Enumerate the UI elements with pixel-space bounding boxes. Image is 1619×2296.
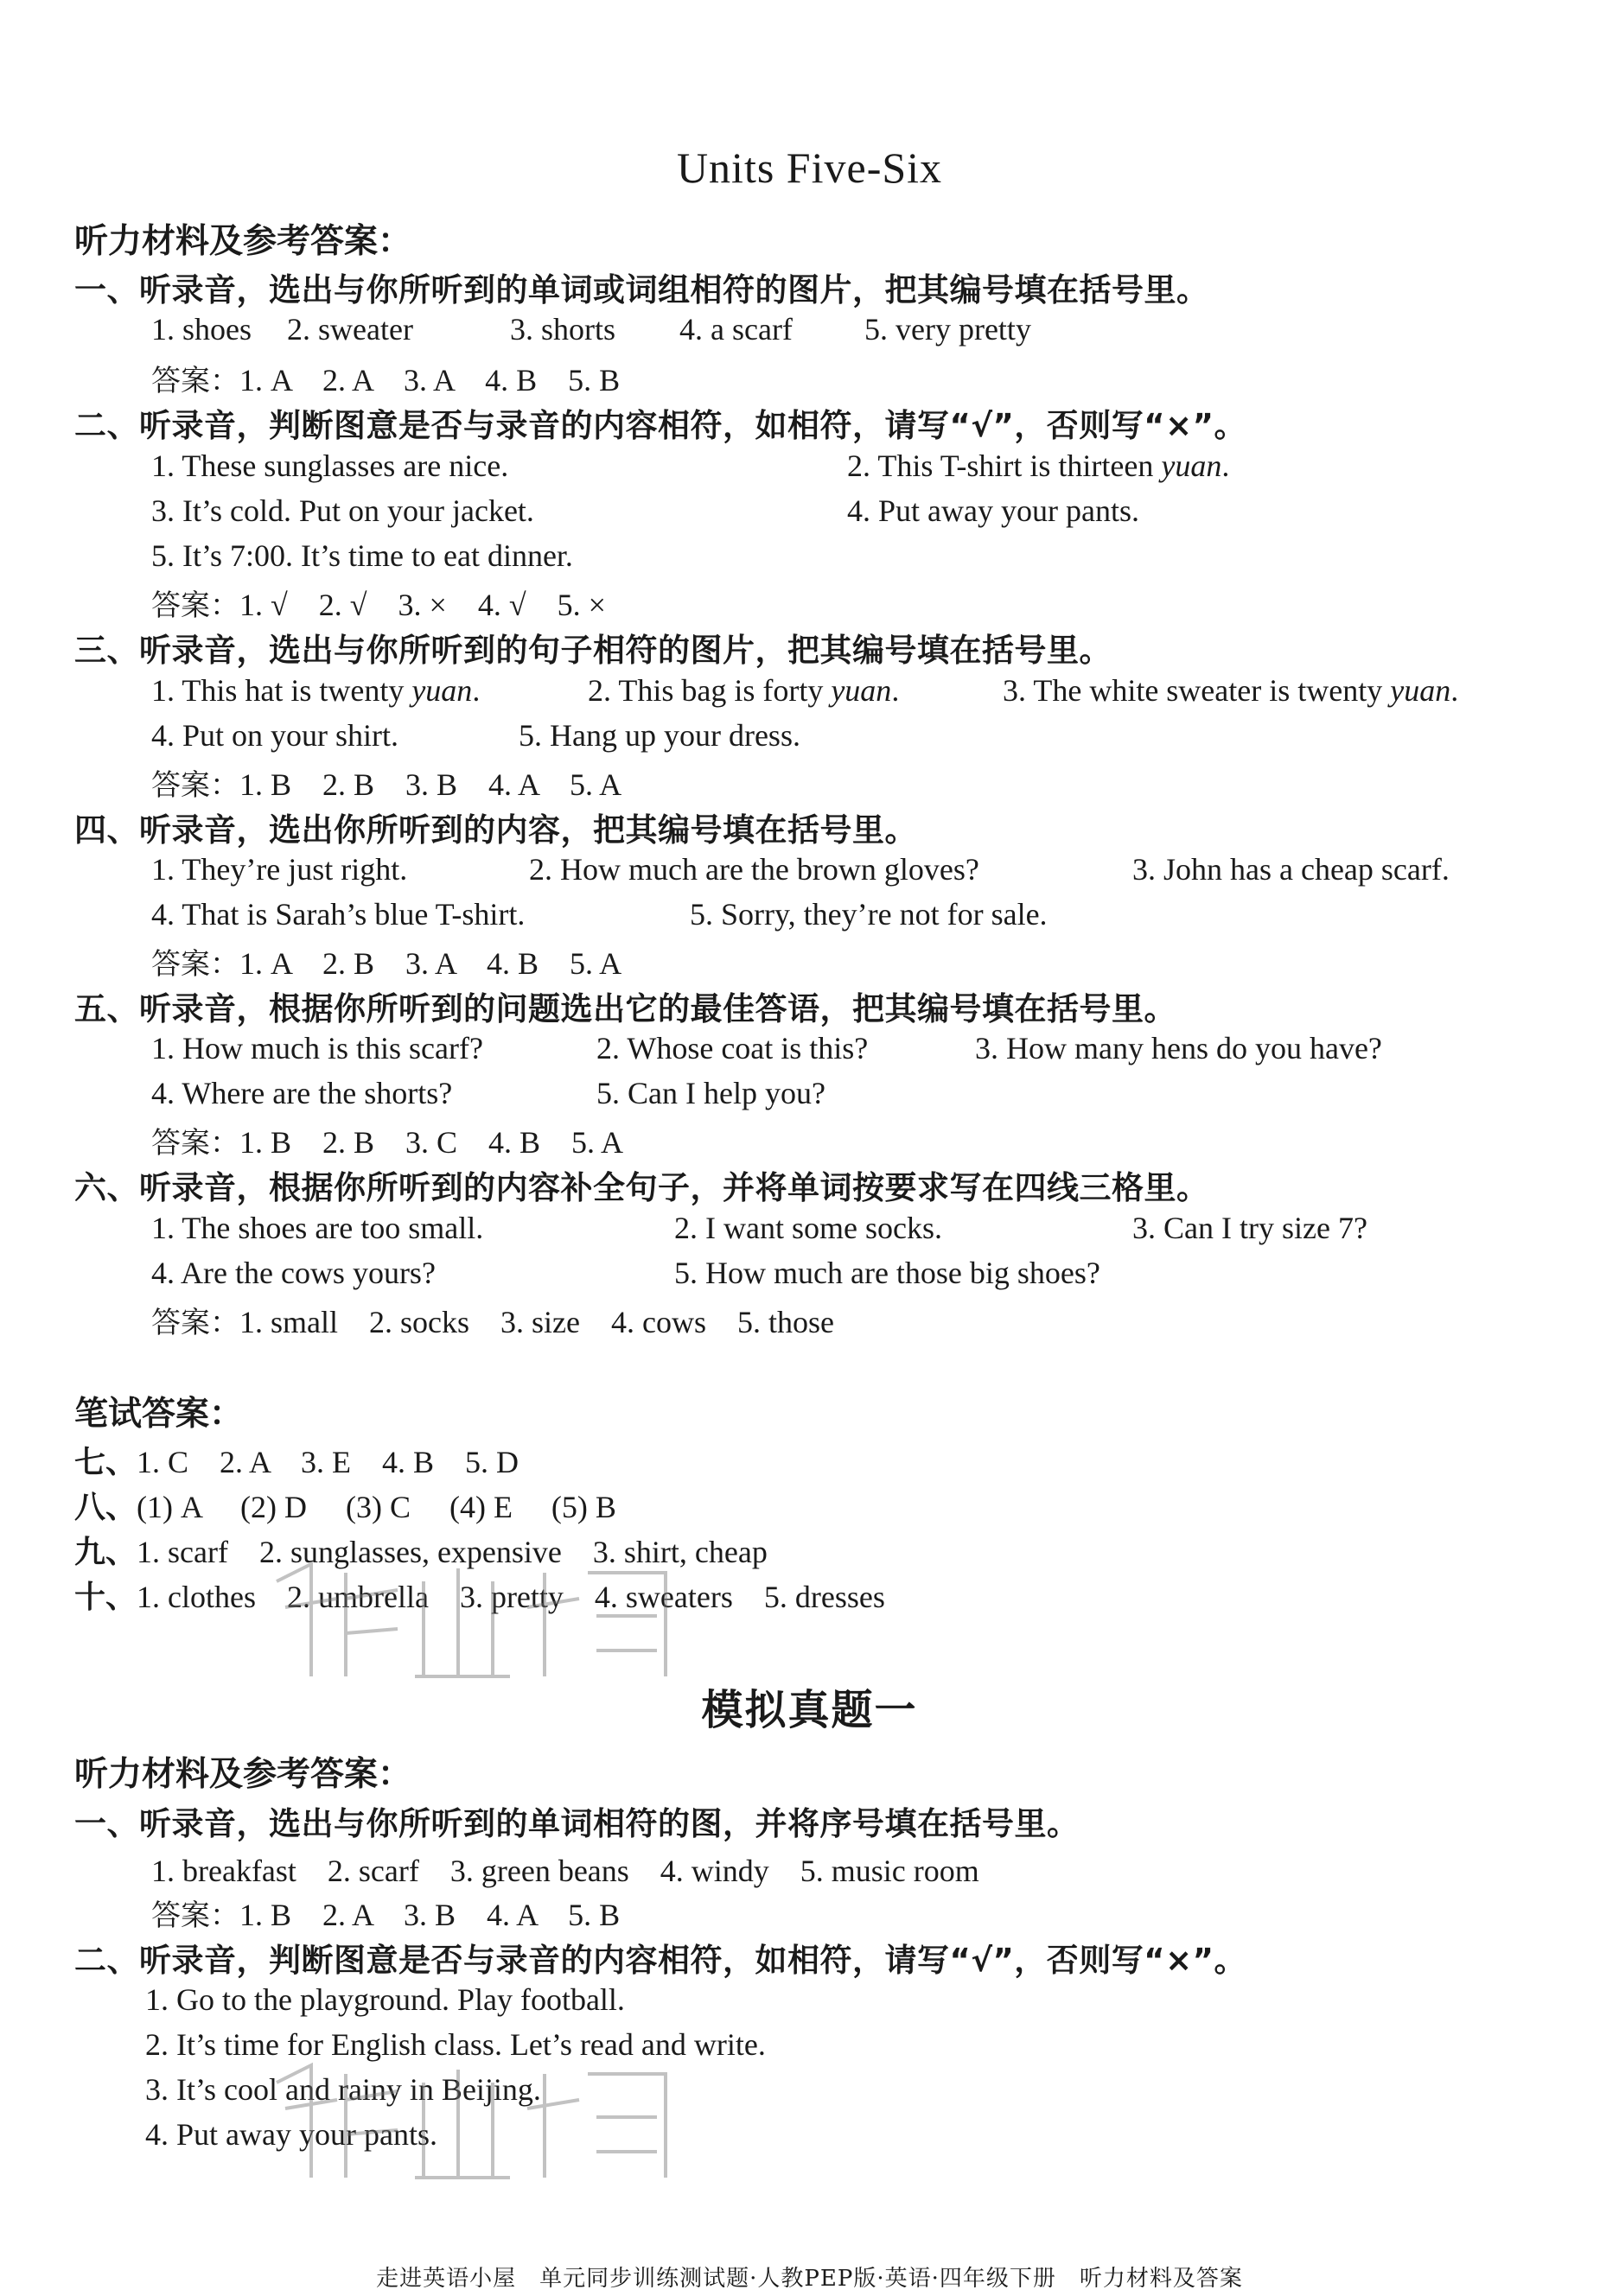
answer-label: 答案： — [151, 1898, 239, 1933]
q3-instruction: 三、听录音，选出与你所听到的句子相符的图片，把其编号填在括号里。 — [74, 632, 1112, 669]
q5-sentence: 5. Can I help you? — [596, 1076, 825, 1110]
q1-item: 3. shorts — [510, 312, 616, 347]
q6-sentence: 5. How much are those big shoes? — [674, 1256, 1100, 1290]
q2-instruction: 二、听录音，判断图意是否与录音的内容相符，如相符，请写“√”，否则写“×”。 — [74, 407, 1246, 444]
written-row: 九、1. scarf 2. sunglasses, expensive 3. shirt, cheap — [74, 1535, 768, 1570]
q4-sentence: 4. That is Sarah’s blue T-shirt. — [151, 897, 526, 932]
q4-sentence: 3. John has a cheap scarf. — [1132, 852, 1450, 887]
mock-title: 模拟真题一 — [701, 1686, 918, 1734]
q1-answer — [151, 356, 620, 400]
q6-instruction: 六、听录音，根据你所听到的内容补全句子，并将单词按要求写在四线三格里。 — [74, 1169, 1209, 1206]
q4-sentence: 2. How much are the brown gloves? — [529, 852, 979, 887]
answer-label: 答案： — [151, 364, 239, 398]
m2-sentence: 1. Go to the playground. Play football. — [145, 1982, 625, 2017]
q2-sentence: 2. This T-shirt is thirteen yuan. — [847, 448, 1230, 483]
q4-instruction: 四、听录音，选出你所听到的内容，把其编号填在括号里。 — [74, 811, 917, 849]
answer-values: 1. B 2. B 3. B 4. A 5. A — [239, 767, 622, 802]
m2-sentence: 4. Put away your pants. — [145, 2117, 437, 2152]
m2-sentence: 3. It’s cool and rainy in Beijing. — [145, 2072, 541, 2107]
q2-sentence: 5. It’s 7:00. It’s time to eat dinner. — [151, 538, 573, 573]
answer-values: 1. √ 2. √ 3. × 4. √ 5. × — [239, 588, 606, 622]
m2-instruction: 二、听录音，判断图意是否与录音的内容相符，如相符，请写“√”，否则写“×”。 — [74, 1942, 1246, 1979]
q2-sentence: 4. Put away your pants. — [847, 493, 1139, 528]
q1-instruction: 一、听录音，选出与你所听到的单词或词组相符的图片，把其编号填在括号里。 — [74, 271, 1209, 308]
q3-sentence: 4. Put on your shirt. — [151, 718, 399, 753]
q2-sentence: 1. These sunglasses are nice. — [151, 448, 509, 483]
listening-header: 听力材料及参考答案： — [74, 222, 412, 261]
page-footer: 走进英语小屋 单元同步训练测试题·人教PEP版·英语·四年级下册 听力材料及答案 — [376, 2266, 1243, 2292]
q3-sentence: 2. This bag is forty yuan. — [588, 673, 900, 708]
mock-listening-header: 听力材料及参考答案： — [74, 1755, 412, 1794]
watermark-mark — [259, 2048, 709, 2195]
written-header: 笔试答案： — [74, 1395, 244, 1434]
q5-sentence: 3. How many hens do you have? — [975, 1031, 1382, 1065]
m1-answer — [151, 1891, 620, 1935]
q6-sentence: 3. Can I try size 7? — [1132, 1211, 1367, 1245]
answer-label: 答案： — [151, 768, 239, 803]
q4-sentence: 1. They’re just right. — [151, 852, 408, 887]
q1-item: 5. very pretty — [864, 312, 1031, 347]
q6-answer — [151, 1298, 834, 1342]
q5-sentence: 1. How much is this scarf? — [151, 1031, 483, 1065]
answer-label: 答案： — [151, 1126, 239, 1161]
q3-answer — [151, 760, 621, 805]
q3-sentence: 1. This hat is twenty yuan. — [151, 673, 481, 708]
q5-instruction: 五、听录音，根据你所听到的问题选出它的最佳答语，把其编号填在括号里。 — [74, 990, 1176, 1027]
q5-answer — [151, 1118, 623, 1162]
written-row: 十、1. clothes 2. umbrella 3. pretty 4. sweaters 5. dresses — [74, 1580, 885, 1615]
q3-sentence: 3. The white sweater is twenty yuan. — [1003, 673, 1459, 708]
q6-sentence: 1. The shoes are too small. — [151, 1211, 484, 1245]
answer-label: 答案： — [151, 947, 239, 982]
q1-item: 4. a scarf — [679, 312, 793, 347]
answer-values: 1. B 2. A 3. B 4. A 5. B — [239, 1898, 621, 1932]
answer-label: 答案： — [151, 1306, 239, 1340]
written-row: 七、1. C 2. A 3. E 4. B 5. D — [74, 1445, 519, 1480]
watermark-mark — [259, 1547, 709, 1694]
q6-sentence: 4. Are the cows yours? — [151, 1256, 436, 1290]
q2-sentence: 3. It’s cold. Put on your jacket. — [151, 493, 534, 528]
written-row: 八、(1) A (2) D (3) C (4) E (5) B — [74, 1490, 616, 1525]
q1-item: 2. sweater — [287, 312, 413, 347]
m1-instruction: 一、听录音，选出与你所听到的单词相符的图，并将序号填在括号里。 — [74, 1805, 1080, 1842]
m2-sentence: 2. It’s time for English class. Let’s read and write. — [145, 2027, 766, 2062]
q4-answer — [151, 939, 621, 983]
answer-values: 1. A 2. A 3. A 4. B 5. B — [239, 363, 621, 398]
answer-values: 1. small 2. socks 3. size 4. cows 5. those — [239, 1305, 834, 1339]
answer-values: 1. B 2. B 3. C 4. B 5. A — [239, 1125, 624, 1160]
q3-sentence: 5. Hang up your dress. — [519, 718, 800, 753]
m1-items: 1. breakfast 2. scarf 3. green beans 4. windy 5. music room — [151, 1854, 979, 1888]
answer-values: 1. A 2. B 3. A 4. B 5. A — [239, 946, 622, 981]
unit-title: Units Five-Six — [676, 143, 943, 192]
q4-sentence: 5. Sorry, they’re not for sale. — [690, 897, 1048, 932]
q5-sentence: 2. Whose coat is this? — [596, 1031, 869, 1065]
q5-sentence: 4. Where are the shorts? — [151, 1076, 453, 1110]
q2-answer — [151, 581, 606, 625]
answer-label: 答案： — [151, 588, 239, 623]
q1-item: 1. shoes — [151, 312, 252, 347]
q6-sentence: 2. I want some socks. — [674, 1211, 942, 1245]
